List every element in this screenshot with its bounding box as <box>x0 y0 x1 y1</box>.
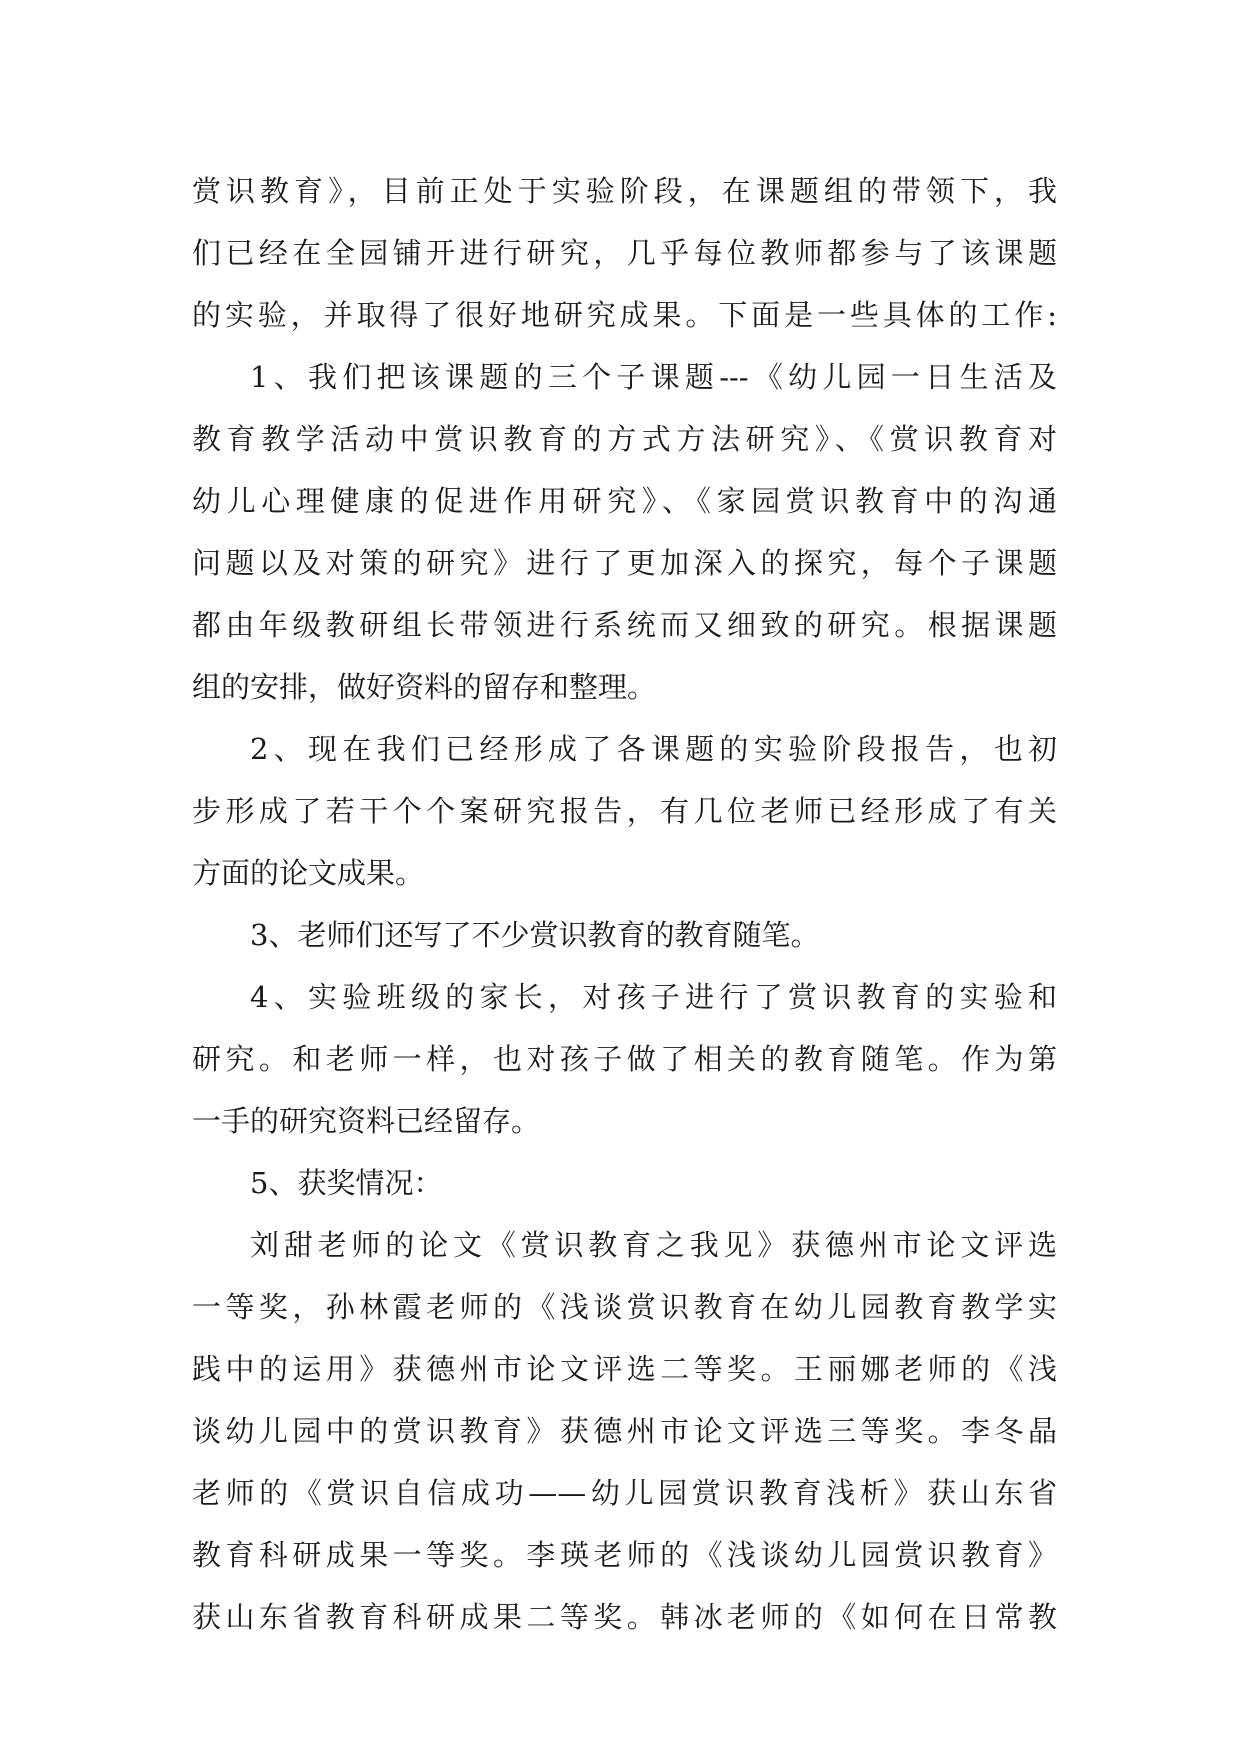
text-line: 1、我们把该课题的三个子课题---《幼儿园一日生活及 <box>250 360 1057 394</box>
text-line: 的实验，并取得了很好地研究成果。下面是一些具体的工作: <box>192 298 1057 332</box>
text-line: 问题以及对策的研究》进行了更加深入的探究，每个子课题 <box>192 546 1057 580</box>
text-line: 践中的运用》获德州市论文评选二等奖。王丽娜老师的《浅 <box>192 1352 1057 1386</box>
text-line: 教育教学活动中赏识教育的方式方法研究》、《赏识教育对 <box>192 422 1057 456</box>
text-line: 步形成了若干个个案研究报告，有几位老师已经形成了有关 <box>192 794 1057 828</box>
text-line: 老师的《赏识自信成功——幼儿园赏识教育浅析》获山东省 <box>192 1476 1057 1510</box>
text-line: 谈幼儿园中的赏识教育》获德州市论文评选三等奖。李冬晶 <box>192 1414 1057 1448</box>
text-line: 4、实验班级的家长，对孩子进行了赏识教育的实验和 <box>250 980 1057 1014</box>
text-line: 们已经在全园铺开进行研究，几乎每位教师都参与了该课题 <box>192 236 1057 270</box>
document-body <box>192 160 1057 1648</box>
text-line: 3、老师们还写了不少赏识教育的教育随笔。 <box>250 918 820 952</box>
text-line: 2、现在我们已经形成了各课题的实验阶段报告，也初 <box>250 732 1057 766</box>
text-line: 赏识教育》，目前正处于实验阶段，在课题组的带领下，我 <box>192 174 1057 208</box>
text-line: 获山东省教育科研成果二等奖。韩冰老师的《如何在日常教 <box>192 1600 1057 1634</box>
text-line: 一手的研究资料已经留存。 <box>192 1104 541 1138</box>
text-line: 方面的论文成果。 <box>192 856 425 890</box>
text-line: 教育科研成果一等奖。李瑛老师的《浅谈幼儿园赏识教育》 <box>192 1538 1057 1572</box>
text-line: 组的安排，做好资料的留存和整理。 <box>192 670 657 704</box>
text-line: 幼儿心理健康的促进作用研究》、《家园赏识教育中的沟通 <box>192 484 1057 518</box>
text-line: 一等奖，孙林霞老师的《浅谈赏识教育在幼儿园教育教学实 <box>192 1290 1057 1324</box>
text-line: 5、获奖情况： <box>250 1166 443 1200</box>
text-line: 研究。和老师一样，也对孩子做了相关的教育随笔。作为第 <box>192 1042 1057 1076</box>
text-line: 都由年级教研组长带领进行系统而又细致的研究。根据课题 <box>192 608 1057 642</box>
text-line: 刘甜老师的论文《赏识教育之我见》获德州市论文评选 <box>250 1228 1057 1262</box>
